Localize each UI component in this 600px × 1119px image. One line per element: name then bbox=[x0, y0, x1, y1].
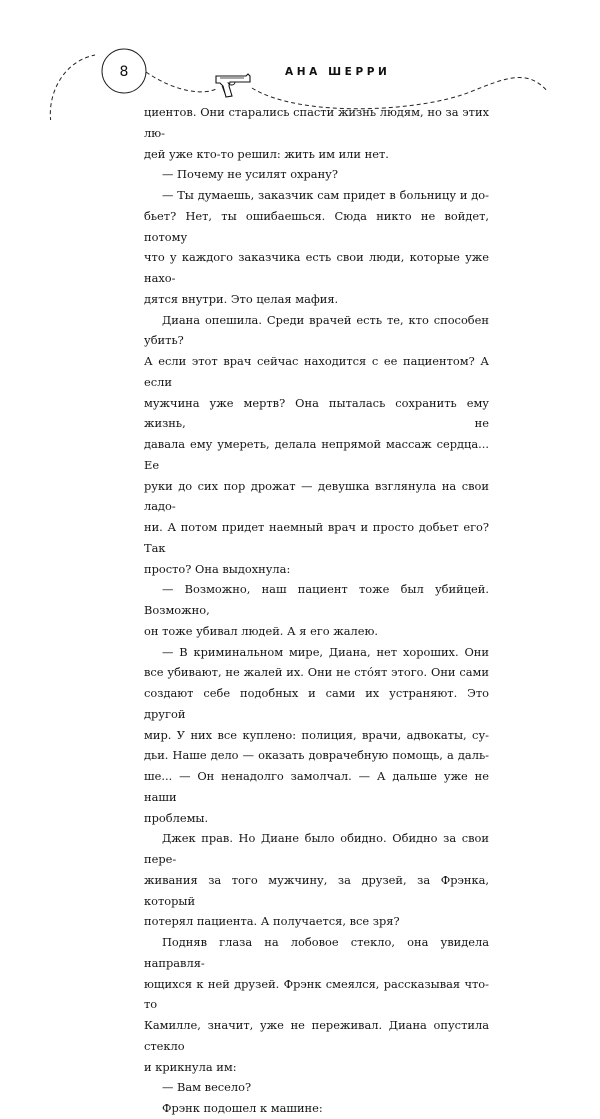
text-line: ни. А потом придет наемный врач и просто добьет его? Так bbox=[144, 520, 489, 555]
page-number: 8 bbox=[119, 64, 129, 80]
text-line: давала ему умереть, делала непрямой массаж сердца... Ее bbox=[144, 437, 489, 472]
text-line: мужчина уже мертв? Она пыталась сохранить ему жизнь, не bbox=[144, 395, 489, 431]
text-line: циентов. Они старались спасти жизнь людям, но за этих лю- bbox=[144, 105, 489, 140]
dashed-line-left bbox=[50, 55, 95, 120]
text-line: проблемы. bbox=[144, 810, 209, 825]
text-line: — В криминальном мире, Диана, нет хороших. Они bbox=[162, 644, 489, 659]
text-line: — Ты думаешь, заказчик сам придет в больницу и до- bbox=[162, 188, 489, 202]
running-header-author: АНА ШЕРРИ bbox=[285, 66, 391, 78]
text-line: потерял пациента. А получается, все зря? bbox=[144, 914, 400, 929]
text-line: просто? Она выдохнула: bbox=[144, 561, 291, 576]
text-line: руки до сих пор дрожат — девушка взглянула на свои ладо- bbox=[144, 478, 489, 514]
text-line: что у каждого заказчика есть свои люди, которые уже нахо- bbox=[144, 250, 489, 285]
text-line: Диана опешила. Среди врачей есть те, кто способен убить? bbox=[144, 312, 489, 348]
text-line: Фрэнк подошел к машине: bbox=[162, 1101, 323, 1115]
text-line: — Вам весело? bbox=[162, 1080, 252, 1095]
text-line: дятся внутри. Это целая мафия. bbox=[144, 291, 339, 306]
text-line: все убивают, не жалей их. Они не сто́ят этого. Они сами bbox=[144, 665, 489, 680]
text-line: — Возможно, наш пациент тоже был убийцей. Возможно, bbox=[144, 582, 489, 617]
text-line: Подняв глаза на лобовое стекло, она увидела направля- bbox=[144, 935, 489, 970]
text-line: дьи. Наше дело — оказать доврачебную помощь, а даль- bbox=[144, 748, 489, 763]
text-line: мир. У них все куплено: полиция, врачи, адвокаты, су- bbox=[144, 727, 489, 742]
text-line: ющихся к ней друзей. Фрэнк смеялся, рассказывая что-то bbox=[144, 976, 489, 1012]
text-line: дей уже кто-то решил: жить им или нет. bbox=[144, 146, 389, 161]
text-line: ше... — Он ненадолго замолчал. — А дальше уже не наши bbox=[144, 769, 489, 804]
body-text bbox=[144, 102, 489, 1119]
text-line: Джек прав. Но Диане было обидно. Обидно за свои пере- bbox=[144, 831, 489, 866]
text-line: создают себе подобных и сами их устраняют. Это другой bbox=[144, 686, 489, 721]
dashed-line-middle bbox=[146, 72, 218, 92]
pistol-icon bbox=[216, 74, 250, 97]
text-line: А если этот врач сейчас находится с ее пациентом? А если bbox=[144, 354, 489, 389]
text-line: — Почему не усилят охрану? bbox=[162, 167, 338, 182]
text-line: Камилле, значит, уже не переживал. Диана опустила стекло bbox=[144, 1018, 489, 1053]
text-line: и крикнула им: bbox=[144, 1059, 237, 1074]
text-line: бьет? Нет, ты ошибаешься. Сюда никто не войдет, потому bbox=[144, 208, 489, 244]
text-line: живания за того мужчину, за друзей, за Фрэнка, который bbox=[144, 872, 489, 908]
text-line: он тоже убивал людей. А я его жалею. bbox=[144, 623, 379, 638]
